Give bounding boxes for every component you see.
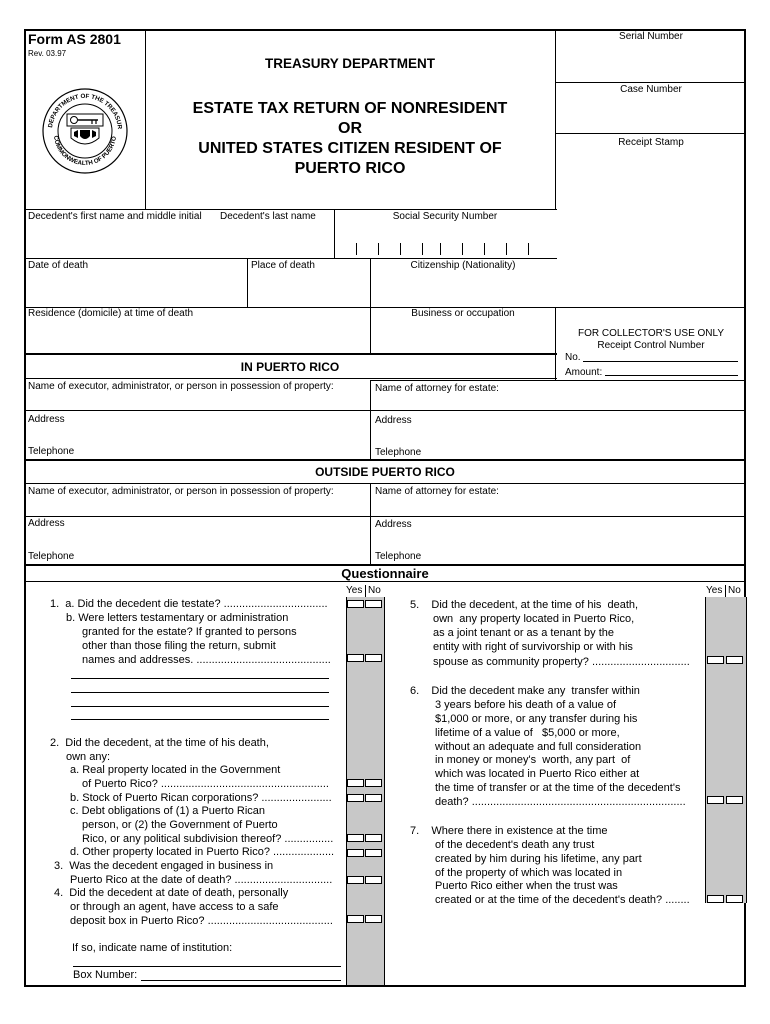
- q5-text: own any property located in Puerto Rico,: [433, 613, 635, 625]
- q6-text: the time of transfer or at the time of the decedent's: [435, 782, 681, 794]
- in-pr-heading: IN PUERTO RICO: [240, 360, 340, 374]
- q5-yes-checkbox[interactable]: [707, 656, 724, 664]
- q1-answer-line[interactable]: [71, 719, 329, 720]
- q7-text: 7. Where there in existence at the time: [410, 825, 608, 837]
- q6-text: death? ......................................................................: [435, 796, 686, 808]
- residence-label: Residence (domicile) at time of death: [28, 308, 194, 319]
- q6-text: lifetime of a value of $5,000 or more,: [435, 727, 620, 739]
- box-number-line[interactable]: [141, 980, 341, 981]
- q6-text: which was located in Puerto Rico either at: [435, 768, 640, 780]
- treasury-seal-icon: [40, 86, 130, 176]
- yes-header-right: Yes: [706, 585, 723, 596]
- box-number-label: Box Number:: [73, 969, 138, 981]
- q3-text: Puerto Rico at the date of death? ................................: [70, 874, 333, 886]
- q2b-yes-checkbox[interactable]: [347, 794, 364, 802]
- q4-text: 4. Did the decedent at date of death, personally: [54, 887, 289, 899]
- collector-no-label: No.: [565, 352, 581, 363]
- divider: [24, 459, 746, 461]
- divider: [725, 585, 726, 597]
- q5-text: spouse as community property? ................................: [433, 656, 690, 668]
- q3-text: 3. Was the decedent engaged in business in: [54, 860, 274, 872]
- q2c-text: Rico, or any political subdivision thereof? ................: [82, 833, 334, 845]
- q2a-text: of Puerto Rico? .......................................................: [82, 778, 329, 790]
- q2-text: 2. Did the decedent, at the time of his death,: [50, 737, 269, 749]
- q2b-no-checkbox[interactable]: [365, 794, 382, 802]
- institution-label: If so, indicate name of institution:: [72, 942, 233, 954]
- ssn-field[interactable]: [356, 243, 536, 257]
- q2d-no-checkbox[interactable]: [365, 849, 382, 857]
- q7-yes-checkbox[interactable]: [707, 895, 724, 903]
- collector-amount-line[interactable]: [605, 375, 738, 376]
- q1-answer-line[interactable]: [71, 706, 329, 707]
- divider: [370, 258, 371, 353]
- last-name-label: Decedent's last name: [220, 211, 316, 222]
- receipt-stamp-label: Receipt Stamp: [618, 137, 684, 148]
- q2a-no-checkbox[interactable]: [365, 779, 382, 787]
- outside-pr-heading: OUTSIDE PUERTO RICO: [315, 465, 455, 479]
- q2c-no-checkbox[interactable]: [365, 834, 382, 842]
- yes-header: Yes: [346, 585, 363, 596]
- in-pr-attorney-label: Name of attorney for estate:: [375, 383, 499, 394]
- q2c-text: c. Debt obligations of (1) a Puerto Rican: [70, 805, 266, 817]
- q7-text: of the decedent's death any trust: [435, 839, 595, 851]
- divider: [556, 82, 746, 83]
- no-header: No: [368, 585, 381, 596]
- divider: [370, 483, 371, 564]
- q2a-text: a. Real property located in the Government: [70, 764, 281, 776]
- q6-text: 3 years before his death of a value of: [435, 699, 617, 711]
- q6-text: without an adequate and full consideration: [435, 741, 642, 753]
- q6-text: $1,000 or more, or any transfer during his: [435, 713, 638, 725]
- q7-no-checkbox[interactable]: [726, 895, 743, 903]
- business-label: Business or occupation: [411, 308, 515, 319]
- q4-yes-checkbox[interactable]: [347, 915, 364, 923]
- divider: [370, 380, 371, 460]
- divider: [24, 378, 557, 379]
- q1a-no-checkbox[interactable]: [365, 600, 382, 608]
- q2d-yes-checkbox[interactable]: [347, 849, 364, 857]
- q7-text: of the property of which was located in: [435, 867, 623, 879]
- outside-pr-address-label: Address: [28, 518, 65, 529]
- outside-pr-attorney-telephone-label: Telephone: [375, 551, 422, 562]
- in-pr-address-label: Address: [28, 414, 65, 425]
- q2-text: own any:: [66, 751, 111, 763]
- form-number: Form AS 2801: [28, 31, 121, 47]
- divider: [370, 380, 746, 381]
- institution-line[interactable]: [73, 966, 341, 967]
- in-pr-executor-label: Name of executor, administrator, or person in possession of property:: [28, 381, 334, 392]
- divider: [24, 209, 557, 210]
- q3-yes-checkbox[interactable]: [347, 876, 364, 884]
- receipt-control-label: Receipt Control Number: [597, 340, 705, 351]
- date-of-death-label: Date of death: [28, 260, 89, 271]
- q7-text: created or at the time of the decedent's death? ........: [435, 894, 690, 906]
- divider: [555, 29, 556, 210]
- q4-text: or through an agent, have access to a safe: [70, 901, 279, 913]
- no-header-right: No: [728, 585, 741, 596]
- q1b-text: b. Were letters testamentary or administration: [66, 612, 289, 624]
- q1b-text: granted for the estate? If granted to persons: [82, 626, 297, 638]
- q1b-text: other than those filing the return, submit: [82, 640, 276, 652]
- divider: [365, 585, 366, 597]
- q5-text: entity with right of survivorship or with his: [433, 641, 633, 653]
- revision: Rev. 03.97: [28, 49, 67, 58]
- divider: [247, 258, 248, 307]
- q5-text: as a joint tenant or as a tenant by the: [433, 627, 615, 639]
- citizenship-label: Citizenship (Nationality): [410, 260, 516, 271]
- q2a-yes-checkbox[interactable]: [347, 779, 364, 787]
- q6-text: 6. Did the decedent make any transfer within: [410, 685, 640, 697]
- q1b-text: names and addresses. ............................................: [82, 654, 331, 666]
- collector-no-line[interactable]: [583, 361, 738, 362]
- outside-pr-telephone-label: Telephone: [28, 551, 75, 562]
- q1b-yes-checkbox[interactable]: [347, 654, 364, 662]
- divider: [24, 581, 746, 582]
- collector-amount-label: Amount:: [565, 367, 603, 378]
- divider: [24, 353, 557, 355]
- outside-pr-attorney-address-label: Address: [375, 519, 412, 530]
- outside-pr-executor-label: Name of executor, administrator, or person in possession of property:: [28, 486, 334, 497]
- in-pr-telephone-label: Telephone: [28, 446, 75, 457]
- form-title: ESTATE TAX RETURN OF NONRESIDENT OR UNITED STATES CITIZEN RESIDENT OF PUERTO RICO: [192, 100, 508, 177]
- divider: [24, 483, 746, 484]
- q7-text: created by him during his lifetime, any part: [435, 853, 642, 865]
- place-of-death-label: Place of death: [251, 260, 315, 271]
- q1a-yes-checkbox[interactable]: [347, 600, 364, 608]
- divider: [24, 516, 746, 517]
- q1-answer-line[interactable]: [71, 678, 329, 679]
- svg-text:DEPARTMENT OF THE TREASURY: DEPARTMENT OF THE TREASUR: [47, 92, 123, 130]
- case-number-label: Case Number: [620, 84, 682, 95]
- q1b-no-checkbox[interactable]: [365, 654, 382, 662]
- q3-no-checkbox[interactable]: [365, 876, 382, 884]
- questionnaire-heading: Questionnaire: [341, 566, 429, 581]
- serial-number-label: Serial Number: [619, 31, 683, 42]
- q6-yes-checkbox[interactable]: [707, 796, 724, 804]
- department-name: TREASURY DEPARTMENT: [264, 56, 435, 71]
- in-pr-attorney-address-label: Address: [375, 415, 412, 426]
- ssn-label: Social Security Number: [392, 211, 498, 222]
- q7-text: Puerto Rico either when the trust was: [435, 880, 618, 892]
- q1-answer-line[interactable]: [71, 692, 329, 693]
- divider: [24, 410, 746, 411]
- q6-text: in money or money's worth, any part of: [435, 754, 631, 766]
- q2c-yes-checkbox[interactable]: [347, 834, 364, 842]
- first-name-label: Decedent's first name and middle initial: [28, 211, 202, 222]
- q4-text: deposit box in Puerto Rico? .........................................: [70, 915, 333, 927]
- q5-no-checkbox[interactable]: [726, 656, 743, 664]
- divider: [24, 258, 557, 259]
- q6-no-checkbox[interactable]: [726, 796, 743, 804]
- q4-no-checkbox[interactable]: [365, 915, 382, 923]
- answer-column-right: [705, 597, 747, 903]
- q2b-text: b. Stock of Puerto Rican corporations? .......................: [70, 792, 332, 804]
- q2c-text: person, or (2) the Government of Puerto: [82, 819, 278, 831]
- q1a-text: 1. a. Did the decedent die testate? ..................................: [50, 598, 328, 610]
- divider: [556, 133, 746, 134]
- in-pr-attorney-telephone-label: Telephone: [375, 447, 422, 458]
- q5-text: 5. Did the decedent, at the time of his death,: [410, 599, 639, 611]
- q2d-text: d. Other property located in Puerto Rico? ....................: [70, 846, 335, 858]
- svg-text:COMMONWEALTH OF PUERTO RICO: COMMONWEALTH OF PUERTO: [51, 135, 118, 168]
- collector-heading: FOR COLLECTOR'S USE ONLY: [577, 328, 724, 339]
- outside-pr-attorney-label: Name of attorney for estate:: [375, 486, 499, 497]
